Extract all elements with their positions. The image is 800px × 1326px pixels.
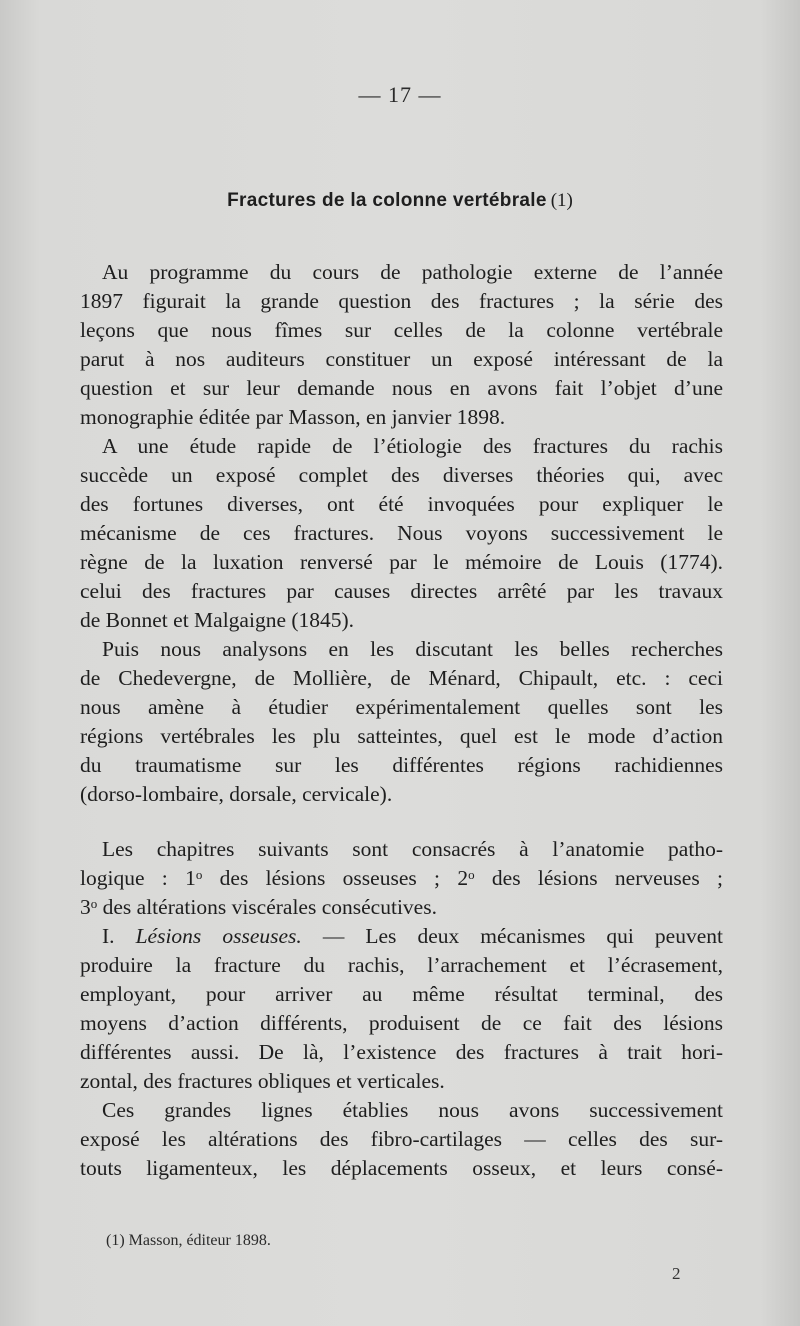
text-line: règne de la luxation renversé par le mémoire de Louis (1774). [80,550,723,574]
text-fragment: des lésions osseuses ; 2 [202,866,469,890]
text-line: de Chedevergne, de Mollière, de Ménard, Chipault, etc. : ceci [80,666,723,690]
ordinal-superscript: o [195,867,203,882]
section-title [0,190,800,212]
footnote: (1) Masson, éditeur 1898. [106,1232,271,1249]
footnote-reference: (1) [550,190,573,211]
text-fragment: — Les deux mécanismes qui peuvent [301,924,723,948]
text-fragment: des lésions nerveuses ; [474,866,723,890]
section-title-text: Fractures de la colonne vertébrale [227,190,547,211]
ordinal-superscript: o [468,867,475,882]
text-fragment: 3 [80,895,91,919]
text-line [80,864,723,893]
text-line: du traumatisme sur les différentes régions rachidiennes [80,753,723,777]
text-line: des fortunes diverses, ont été invoquées pour expliquer le [80,492,723,516]
text-line: exposé les altérations des fibro-cartilages — celles des sur- [80,1127,723,1151]
text-fragment: I. [102,924,136,948]
text-line: moyens d’action différents, produisent de ce fait des lésions [80,1011,723,1035]
text-line: zontal, des fractures obliques et verticales. [80,1069,445,1093]
text-line: monographie éditée par Masson, en janvier 1898. [80,405,506,429]
text-line: produire la fracture du rachis, l’arrachement et l’écrasement, [80,953,723,977]
italic-heading: Lésions osseuses. [135,924,302,948]
text-line: parut à nos auditeurs constituer un exposé intéressant de la [80,347,723,371]
text-line [80,893,723,922]
ordinal-superscript: o [90,896,98,911]
text-line: Ces grandes lignes établies nous avons successivement [102,1098,723,1122]
text-line: Puis nous analysons en les discutant les belles recherches [102,637,723,661]
text-line: nous amène à étudier expérimentalement quelles sont les [80,695,723,719]
text-line: 1897 figurait la grande question des fractures ; la série des [80,289,723,313]
text-line: succède un exposé complet des diverses théories qui, avec [80,463,723,487]
text-line: A une étude rapide de l’étiologie des fractures du rachis [102,434,723,458]
text-line: de Bonnet et Malgaigne (1845). [80,608,355,632]
text-line: question et sur leur demande nous en avons fait l’objet d’une [80,376,723,400]
text-fragment: des altérations viscérales consécutives. [97,895,437,919]
text-line [80,922,723,951]
text-line: celui des fractures par causes directes arrêté par les travaux [80,579,723,603]
text-line: leçons que nous fîmes sur celles de la colonne vertébrale [80,318,723,342]
text-line: Les chapitres suivants sont consacrés à l’anatomie patho- [102,837,723,861]
page-number: — 17 — [358,82,442,107]
text-line: mécanisme de ces fractures. Nous voyons successivement le [80,521,723,545]
text-fragment: logique : 1 [80,866,196,890]
text-line: touts ligamenteux, les déplacements osseux, et leurs consé- [80,1156,723,1180]
signature-mark: 2 [672,1264,681,1283]
text-line: (dorso-lombaire, dorsale, cervicale). [80,782,393,806]
text-line: Au programme du cours de pathologie externe de l’année [102,260,723,284]
text-line: différentes aussi. De là, l’existence des fractures à trait hori- [80,1040,723,1064]
body-text [80,258,723,1183]
text-line: régions vertébrales les plu satteintes, quel est le mode d’action [80,724,723,748]
text-line: employant, pour arriver au même résultat terminal, des [80,982,723,1006]
